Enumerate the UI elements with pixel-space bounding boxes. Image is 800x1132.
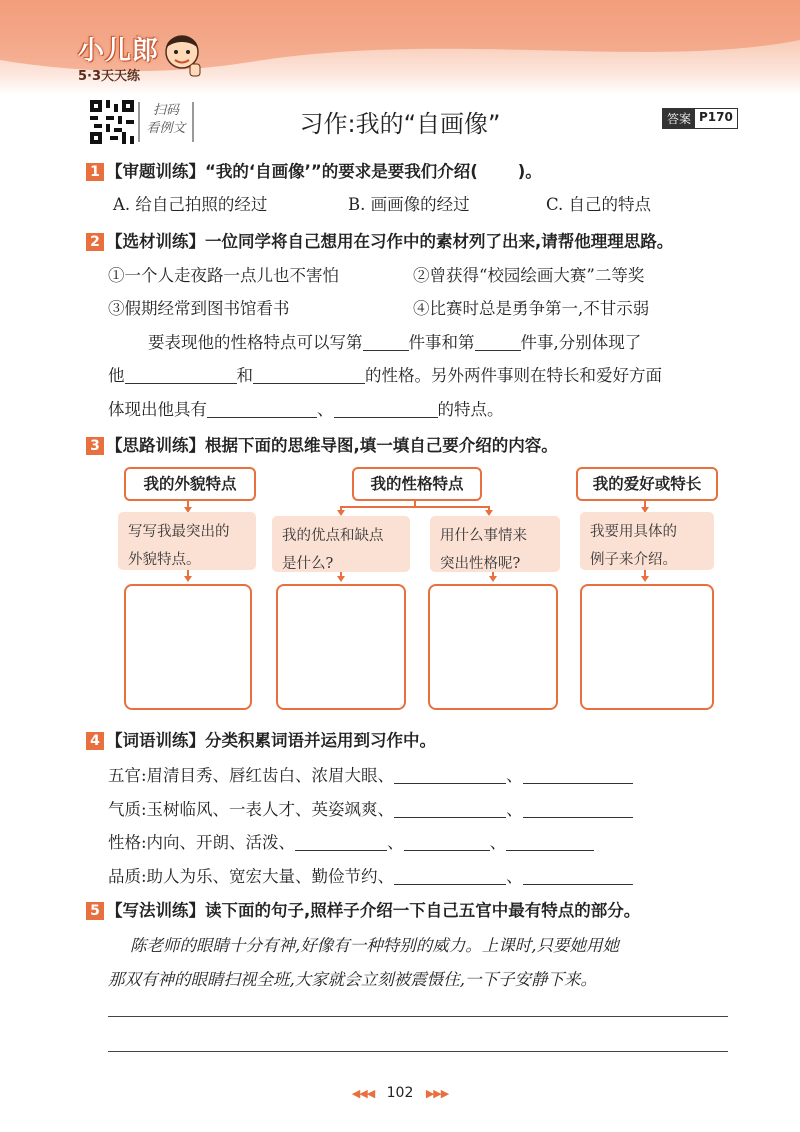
q2-p2-text-a: 他: [108, 366, 125, 385]
q4-sep: 、: [506, 800, 523, 819]
q5-example-line2: 那双有神的眼睛扫视全班,大家就会立刻被震慑住,一下子安静下来。: [108, 970, 597, 989]
q4-text: 【词语训练】分类积累词语并运用到习作中。: [106, 731, 436, 750]
arrow-icon: [641, 576, 649, 582]
mindmap-answer-box-1[interactable]: [124, 584, 252, 710]
q2-text: 【选材训练】一位同学将自己想用在习作中的素材列了出来,请帮他理理思路。: [106, 232, 674, 251]
caption-4-line2: 例子来介绍。: [590, 552, 677, 568]
q4-row-4: [108, 863, 633, 887]
q2-p1-text-a: 要表现他的性格特点可以写第: [148, 333, 363, 352]
q4-row-2-text: 气质:玉树临风、一表人才、英姿飒爽、: [108, 800, 395, 819]
q2-item-2: ②曾获得“校园绘画大赛”二等奖: [413, 266, 645, 285]
q1-heading: [86, 158, 542, 182]
caption-1-line1: 写写我最突出的: [128, 524, 230, 540]
q4-blank[interactable]: [394, 766, 506, 784]
q5-text: 【写法训练】读下面的句子,照样子介绍一下自己五官中最有特点的部分。: [106, 901, 641, 920]
q4-row-4-text: 品质:助人为乐、宽宏大量、勤俭节约、: [108, 867, 395, 886]
q2-p3-text-c: 的特点。: [437, 400, 504, 419]
q2-para-line2: [108, 362, 662, 386]
answer-badge: [662, 108, 738, 129]
q2-p2-text-b: 和: [236, 366, 253, 385]
q4-sep: 、: [489, 833, 507, 852]
q4-heading: [86, 727, 436, 751]
mindmap-head-personality: 我的性格特点: [352, 467, 482, 501]
mindmap-answer-box-3[interactable]: [428, 584, 558, 710]
mindmap-answer-box-2[interactable]: [276, 584, 406, 710]
q2-para-line3: [108, 396, 504, 420]
page-footer: [0, 1085, 800, 1101]
q2-para-line1: [148, 329, 641, 353]
mindmap-answer-box-4[interactable]: [580, 584, 714, 710]
q4-sep: 、: [506, 867, 523, 886]
connector: [340, 506, 490, 508]
q5-example-line1: 陈老师的眼睛十分有神,好像有一种特别的威力。上课时,只要她用她: [130, 936, 619, 955]
q4-row-3: [108, 829, 594, 853]
q2-blank-1[interactable]: [363, 333, 409, 351]
mindmap-head-hobby: 我的爱好或特长: [576, 467, 718, 501]
caption-4-line1: 我要用具体的: [590, 524, 677, 540]
q2-item-1: ①一个人走夜路一点儿也不害怕: [108, 266, 339, 285]
q4-blank[interactable]: [506, 833, 594, 851]
q1-text-end: )。: [517, 162, 542, 181]
page-title: 习作:我的“自画像”: [299, 110, 501, 138]
q2-blank-6[interactable]: [334, 400, 438, 418]
q4-sep: 、: [506, 766, 523, 785]
mindmap-caption-4: [580, 512, 714, 570]
answer-label: 答案: [663, 109, 695, 128]
scan-hint-line2: 看例文: [146, 121, 186, 136]
logo-main: 小儿郎: [78, 36, 160, 66]
scan-hint-line1: 扫码: [152, 103, 179, 118]
logo-sub: 5·3天天练: [78, 69, 141, 84]
answer-page: P170: [699, 110, 733, 124]
mindmap-caption-2: [272, 516, 410, 572]
logo: [78, 30, 159, 84]
q1-number: 1: [86, 163, 104, 181]
q4-sep: 、: [387, 833, 404, 852]
q3-heading: [86, 432, 558, 456]
caption-1-line2: 外貌特点。: [128, 552, 201, 568]
q4-blank[interactable]: [295, 833, 387, 851]
q4-row-2: [108, 796, 633, 820]
q3-number: 3: [86, 437, 104, 455]
mindmap-head-appearance: 我的外貌特点: [124, 467, 256, 501]
q4-number: 4: [86, 732, 104, 750]
arrow-icon: [489, 576, 497, 582]
q2-blank-3[interactable]: [125, 366, 237, 384]
q1-option-b: B. 画画像的经过: [348, 195, 470, 214]
page-number: 102: [386, 1085, 414, 1101]
q5-writing-line-1[interactable]: [108, 1016, 728, 1017]
q4-row-1-text: 五官:眉清目秀、唇红齿白、浓眉大眼、: [108, 766, 395, 785]
q4-blank[interactable]: [394, 800, 506, 818]
right-arrows-icon: ▶▶▶: [425, 1087, 449, 1100]
q4-blank[interactable]: [523, 800, 633, 818]
caption-2-line1: 我的优点和缺点: [282, 528, 384, 544]
q2-p3-text-b: 、: [317, 400, 334, 419]
mascot-icon: [160, 30, 204, 80]
q2-blank-4[interactable]: [253, 366, 365, 384]
q2-blank-5[interactable]: [207, 400, 317, 418]
mindmap-caption-1: [118, 512, 256, 570]
q4-row-1: [108, 762, 633, 786]
q5-heading: [86, 897, 640, 921]
q2-p3-text-a: 体现出他具有: [108, 400, 207, 419]
q2-number: 2: [86, 233, 104, 251]
arrow-icon: [184, 576, 192, 582]
q2-p1-text-b: 件事和第: [408, 333, 475, 352]
q4-blank[interactable]: [394, 867, 506, 885]
q2-blank-2[interactable]: [475, 333, 521, 351]
arrow-icon: [337, 576, 345, 582]
mindmap-caption-3: [430, 516, 560, 572]
caption-3-line2: 突出性格呢?: [440, 556, 521, 572]
q5-writing-line-2[interactable]: [108, 1051, 728, 1052]
q2-item-4: ④比赛时总是勇争第一,不甘示弱: [413, 299, 650, 318]
q4-blank[interactable]: [404, 833, 490, 851]
q2-p1-text-c: 件事,分别体现了: [520, 333, 642, 352]
q2-heading: [86, 228, 673, 252]
caption-3-line1: 用什么事情来: [440, 528, 527, 544]
q1-option-a: A. 给自己拍照的经过: [113, 195, 268, 214]
q5-number: 5: [86, 902, 104, 920]
caption-2-line2: 是什么?: [282, 556, 334, 572]
q4-blank[interactable]: [523, 766, 633, 784]
q2-item-3: ③假期经常到图书馆看书: [108, 299, 290, 318]
q1-text: 【审题训练】“我的‘自画像’”的要求是要我们介绍(: [106, 162, 478, 181]
q4-row-3-text: 性格:内向、开朗、活泼、: [108, 833, 296, 852]
q1-option-c: C. 自己的特点: [546, 195, 652, 214]
q3-text: 【思路训练】根据下面的思维导图,填一填自己要介绍的内容。: [106, 436, 558, 455]
q4-blank[interactable]: [523, 867, 633, 885]
q2-p2-text-c: 的性格。另外两件事则在特长和爱好方面: [365, 366, 662, 385]
left-arrows-icon: ◀◀◀: [351, 1087, 375, 1100]
